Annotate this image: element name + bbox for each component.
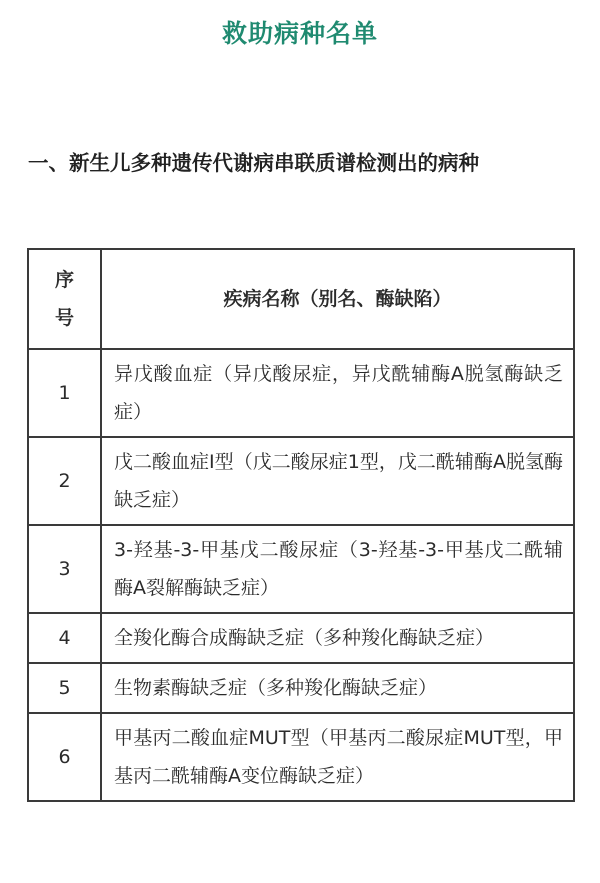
row-number: 2: [28, 437, 101, 525]
row-number: 1: [28, 349, 101, 437]
page-title: 救助病种名单: [221, 19, 378, 48]
header-disease-name: 疾病名称（别名、酶缺陷）: [101, 249, 574, 349]
row-disease-name: 甲基丙二酸血症MUT型（甲基丙二酸尿症MUT型，甲基丙二酰辅酶A变位酶缺乏症）: [101, 713, 574, 801]
row-number: 6: [28, 713, 101, 801]
table-row: [28, 613, 574, 663]
row-disease-name: 3-羟基-3-甲基戊二酸尿症（3-羟基-3-甲基戊二酰辅酶A裂解酶缺乏症）: [101, 525, 574, 613]
table-row: [28, 525, 574, 613]
row-disease-name: 全羧化酶合成酶缺乏症（多种羧化酶缺乏症）: [101, 613, 574, 663]
table-row: [28, 437, 574, 525]
header-serial-char-2: 号: [54, 307, 74, 329]
disease-table: [27, 248, 575, 802]
row-number: 5: [28, 663, 101, 713]
table-row: [28, 349, 574, 437]
row-disease-name: 生物素酶缺乏症（多种羧化酶缺乏症）: [101, 663, 574, 713]
table-row: [28, 663, 574, 713]
row-number: 3: [28, 525, 101, 613]
row-disease-name: 异戊酸血症（异戊酸尿症，异戊酰辅酶A脱氢酶缺乏症）: [101, 349, 574, 437]
header-serial-char-1: 序: [54, 269, 74, 291]
row-disease-name: 戊二酸血症I型（戊二酸尿症1型，戊二酰辅酶A脱氢酶缺乏症）: [101, 437, 574, 525]
table-header-row: [28, 249, 574, 349]
table-row: [28, 713, 574, 801]
header-serial-number: [28, 249, 101, 349]
section-heading: 一、新生儿多种遗传代谢病串联质谱检测出的病种: [28, 151, 479, 175]
row-number: 4: [28, 613, 101, 663]
